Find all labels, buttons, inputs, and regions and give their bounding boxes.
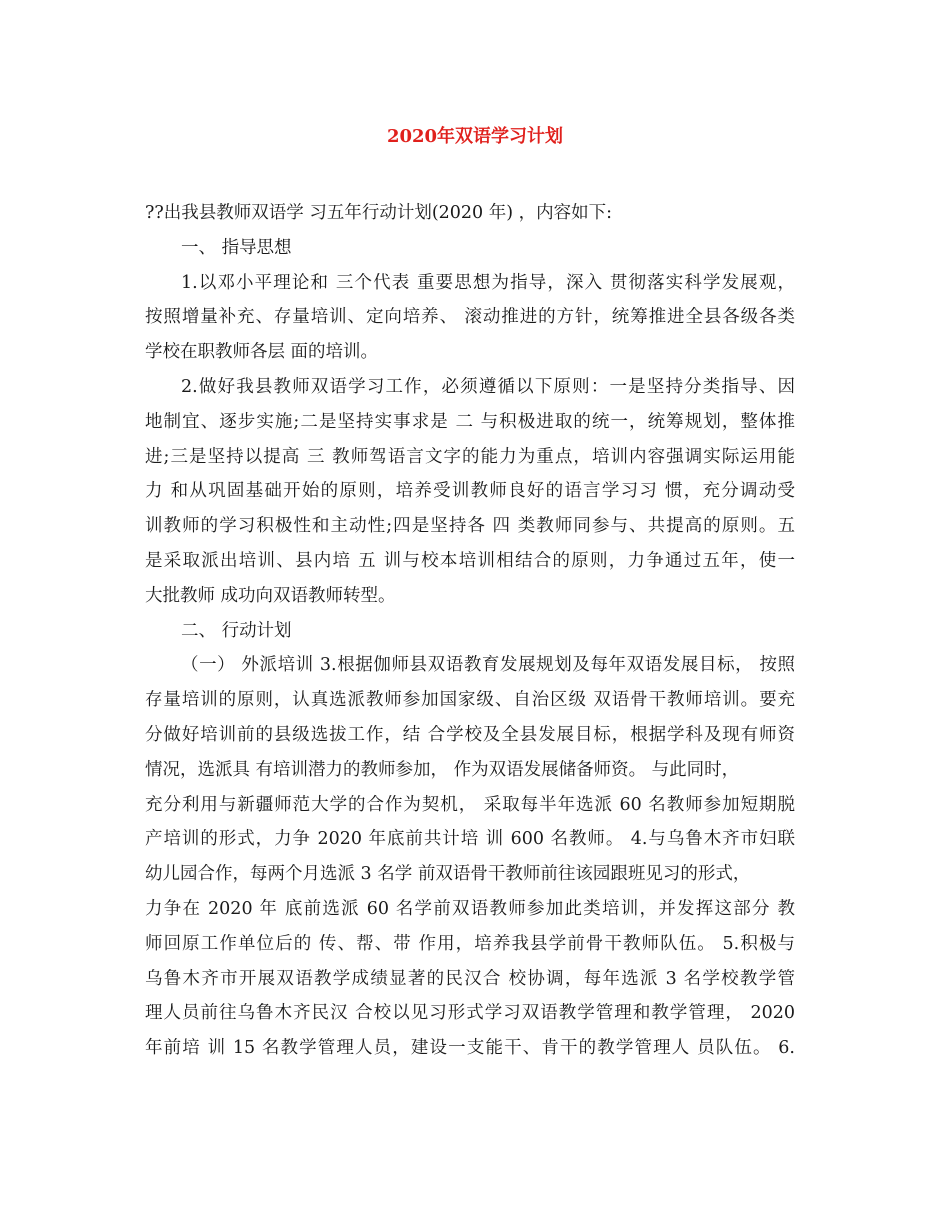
paragraph-line: 学校在职教师各层 面的培训。: [145, 342, 379, 363]
paragraph-line: 训教师的学习积极性和主动性;四是坚持各 四 类教师同参与、共提高的原则。五: [145, 516, 795, 537]
paragraph-line: 年前培 训 15 名教学管理人员，建设一支能干、肯干的教学管理人 员队伍。 6.: [145, 1038, 795, 1059]
paragraph-line: 2.做好我县教师双语学习工作，必须遵循以下原则：一是坚持分类指导、因: [181, 376, 795, 397]
paragraph-line: 幼儿园合作，每两个月选派 3 名学 前双语骨干教师前往该园跟班见习的形式，: [145, 864, 751, 885]
document-body: [145, 196, 813, 1066]
paragraph-line: 力 和从巩固基础开始的原则，培养受训教师良好的语言学习习 惯，充分调动受: [145, 481, 795, 502]
paragraph-line: 按照增量补充、存量培训、定向培养、 滚动推进的方针，统筹推进全县各级各类: [145, 307, 795, 328]
paragraph-line: 地制宜、逐步实施;二是坚持实事求是 二 与积极进取的统一，统筹规划，整体推: [145, 411, 795, 432]
paragraph-line: 1.以邓小平理论和 三个代表 重要思想为指导，深入 贯彻落实科学发展观，: [181, 272, 795, 293]
paragraph-line: 大批教师 成功向双语教师转型。: [145, 585, 396, 606]
paragraph-line: 理人员前往乌鲁木齐民汉 合校以见习形式学习双语教学管理和教学管理， 2020: [145, 1003, 795, 1024]
paragraph-line: 产培训的形式，力争 2020 年底前共计培 训 600 名教师。 4.与乌鲁木齐市妇联: [145, 829, 795, 850]
paragraph-line: 师回原工作单位后的 传、帮、带 作用，培养我县学前骨干教师队伍。 5.积极与: [145, 933, 795, 954]
paragraph-line: 力争在 2020 年 底前选派 60 名学前双语教师参加此类培训，并发挥这部分 教: [145, 898, 795, 919]
section-heading: 二、 行动计划: [181, 620, 292, 641]
paragraph-line: 情况，选派具 有培训潜力的教师参加， 作为双语发展储备师资。 与此同时，: [145, 759, 740, 780]
body-line: ??出我县教师双语学 习五年行动计划(2020 年) ，内容如下:: [145, 203, 613, 223]
paragraph-line: （一） 外派培训 3.根据伽师县双语教育发展规划及每年双语发展目标， 按照: [181, 655, 795, 676]
paragraph-line: 充分利用与新疆师范大学的合作为契机， 采取每半年选派 60 名教师参加短期脱: [145, 794, 795, 815]
document-title: 2020年双语学习计划: [386, 126, 564, 147]
paragraph-line: 是采取派出培训、县内培 五 训与校本培训相结合的原则，力争通过五年，使一: [145, 550, 795, 571]
section-heading: 一、 指导思想: [181, 237, 292, 258]
paragraph-line: 乌鲁木齐市开展双语教学成绩显著的民汉合 校协调，每年选派 3 名学校教学管: [145, 968, 795, 989]
paragraph-line: 分做好培训前的县级选拔工作，结 合学校及全县发展目标，根据学科及现有师资: [145, 724, 795, 745]
paragraph-line: 进;三是坚持以提高 三 教师驾语言文字的能力为重点，培训内容强调实际运用能: [145, 446, 795, 467]
paragraph-line: 存量培训的原则，认真选派教师参加国家级、自治区级 双语骨干教师培训。要充: [145, 690, 795, 711]
